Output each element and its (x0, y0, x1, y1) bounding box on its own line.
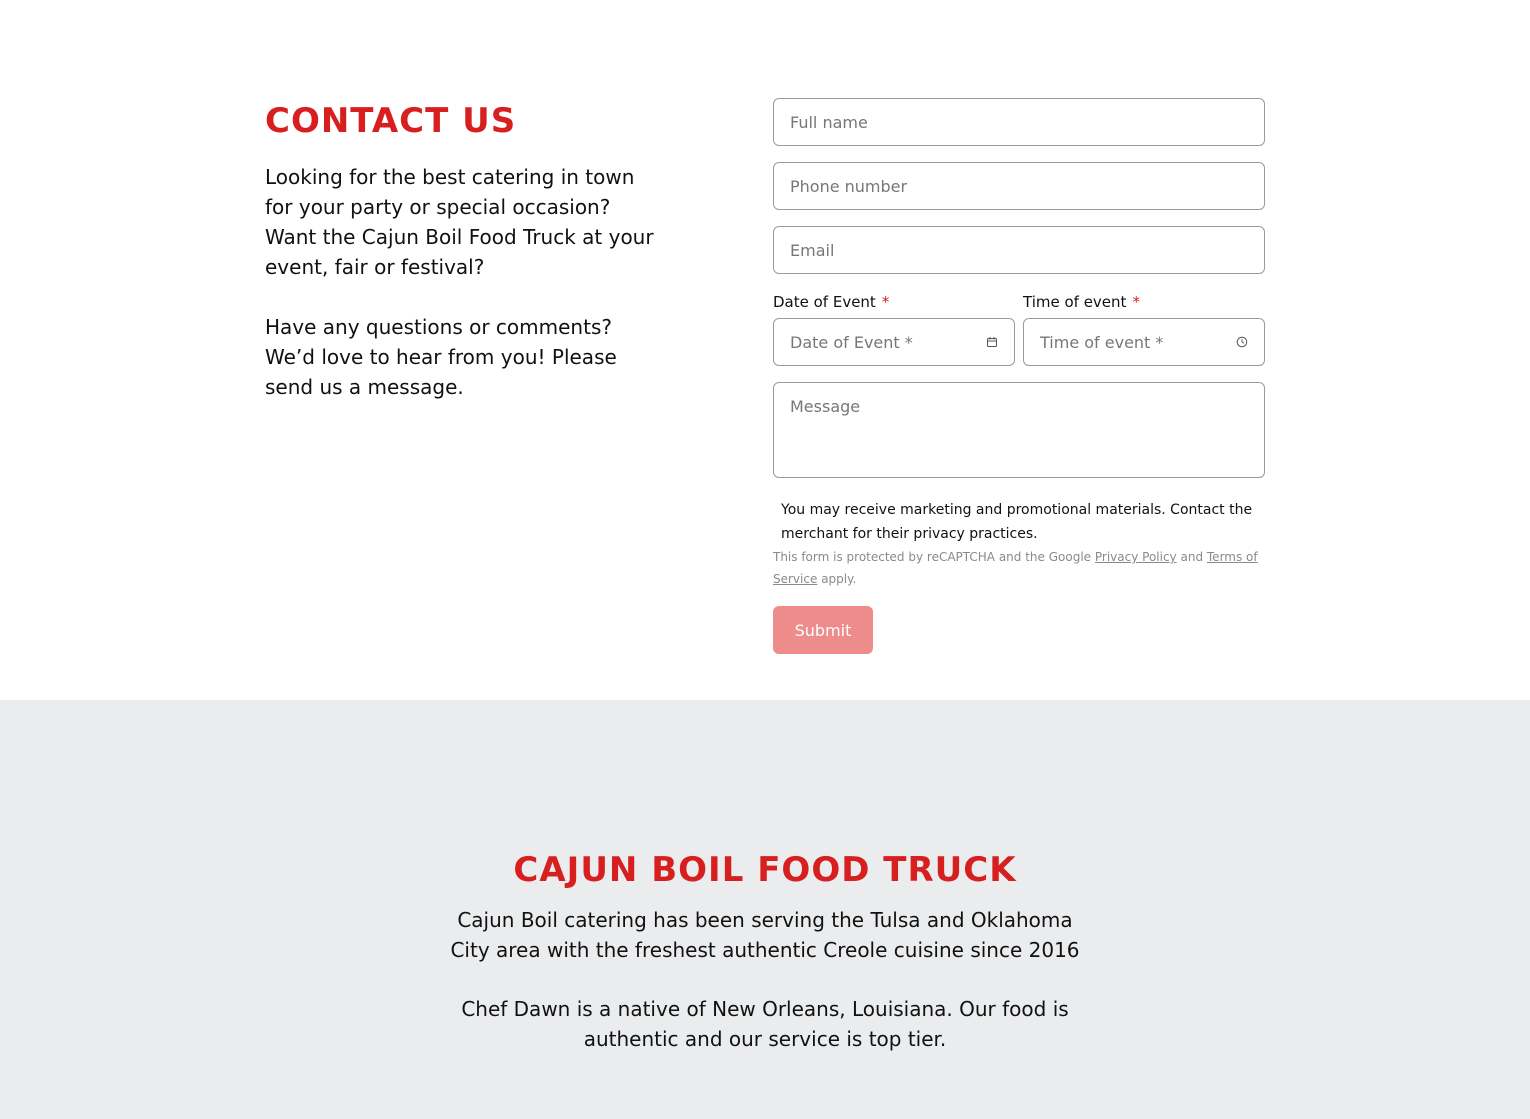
about-section (0, 700, 1530, 1119)
date-required-mark: * (881, 293, 890, 311)
date-label: Date of Event (773, 293, 876, 311)
date-field[interactable] (773, 318, 1015, 366)
email-placeholder: Email (790, 240, 835, 260)
full-name-field[interactable] (773, 98, 1265, 146)
message-field[interactable] (773, 382, 1265, 478)
date-placeholder: Date of Event * (790, 332, 913, 352)
contact-intro (265, 100, 665, 402)
privacy-policy-link[interactable]: Privacy Policy (1094, 550, 1177, 564)
message-placeholder: Message (790, 397, 861, 416)
calendar-icon[interactable] (986, 336, 998, 348)
date-group (773, 290, 1015, 382)
time-label: Time of event (1023, 293, 1127, 311)
clock-icon[interactable] (1236, 336, 1248, 348)
phone-field[interactable] (773, 162, 1265, 210)
phone-placeholder: Phone number (790, 176, 908, 196)
recaptcha-and: and (1180, 550, 1204, 564)
time-placeholder: Time of event * (1040, 332, 1164, 352)
time-required-mark: * (1132, 293, 1140, 311)
recaptcha-suffix: apply. (821, 572, 857, 586)
about-paragraph-1: Cajun Boil catering has been serving the Tulsa and Oklahoma City area with the freshest authentic Creole cuisine since 2016 (450, 908, 1080, 962)
contact-paragraph-1: Looking for the best catering in town for your party or special occasion? Want the Cajun Boil Food Truck at your event, fair or festival? (265, 165, 654, 279)
date-label-row (773, 290, 1015, 314)
about-title: CAJUN BOIL FOOD TRUCK (513, 850, 1017, 890)
time-group (1023, 290, 1265, 382)
about-paragraph-2: Chef Dawn is a native of New Orleans, Louisiana. Our food is authentic and our service is top tier. (461, 997, 1069, 1051)
time-field[interactable] (1023, 318, 1265, 366)
contact-paragraph-2: Have any questions or comments? We’d love to hear from you! Please send us a message. (265, 315, 617, 399)
recaptcha-notice (773, 546, 1265, 590)
time-label-row (1023, 290, 1265, 314)
contact-title: CONTACT US (265, 101, 517, 141)
date-time-row (773, 290, 1265, 382)
terms-of-service-link[interactable]: Terms of Service (773, 550, 1258, 586)
email-field[interactable] (773, 226, 1265, 274)
contact-form (773, 98, 1265, 654)
full-name-placeholder: Full name (790, 112, 868, 132)
submit-button[interactable]: Submit (773, 606, 873, 654)
recaptcha-prefix: This form is protected by reCAPTCHA and the Google (773, 550, 1092, 564)
marketing-notice: You may receive marketing and promotional materials. Contact the merchant for their privacy practices. (781, 502, 1253, 542)
